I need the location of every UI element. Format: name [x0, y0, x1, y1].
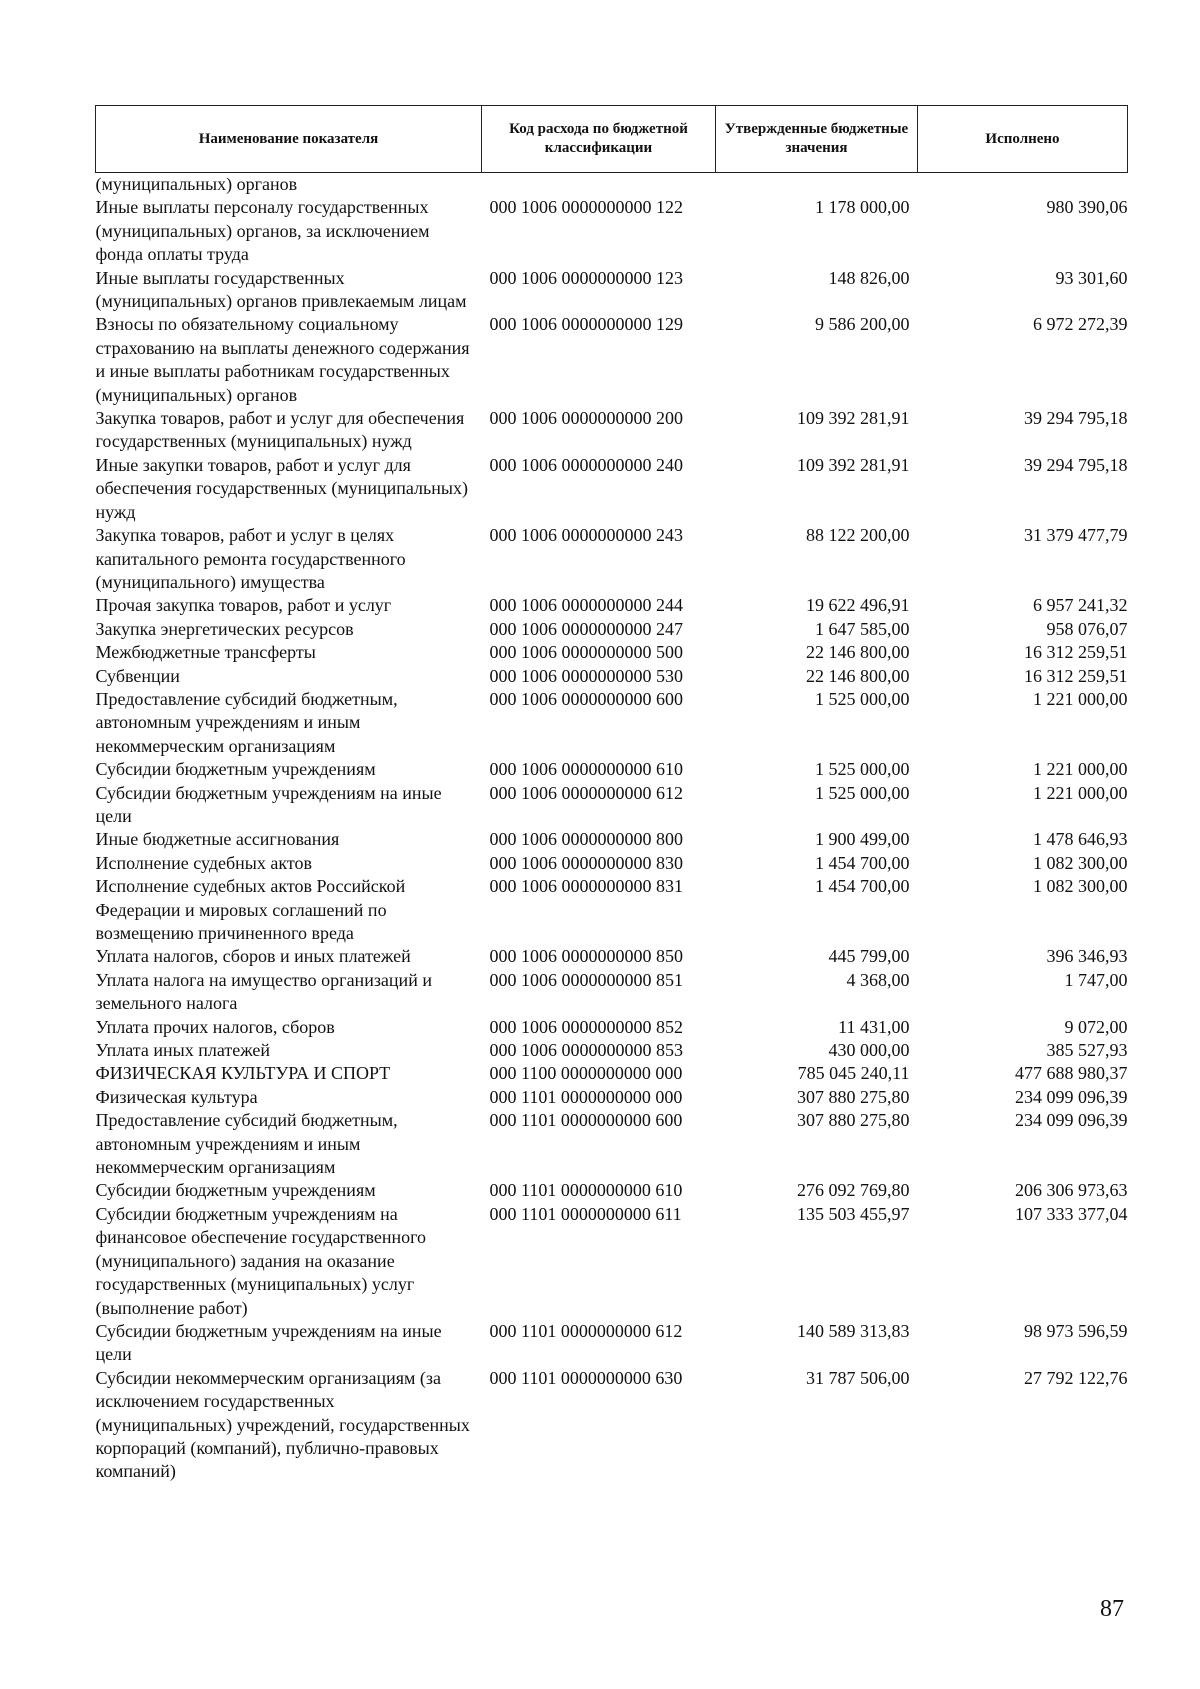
- cell-code: 000 1006 0000000000 853: [489, 1040, 683, 1061]
- cell-name: Субвенции: [95, 665, 180, 686]
- table-row: [96, 196, 1128, 266]
- cell-code: 000 1006 0000000000 247: [489, 618, 683, 639]
- cell-executed: 477 688 980,37: [1015, 1063, 1128, 1084]
- cell-name: Уплата налогов, сборов и иных платежей: [95, 946, 411, 967]
- cell-executed: 1 747,00: [1064, 969, 1128, 990]
- cell-executed: 234 099 096,39: [1015, 1086, 1128, 1107]
- cell-name: Предоставление субсидий бюджетным, автономным учреждениям и иным некоммерческим организациям: [95, 688, 398, 756]
- cell-approved: 140 589 313,83: [797, 1320, 910, 1341]
- table-row: [96, 1039, 1128, 1062]
- table-row: [96, 875, 1128, 945]
- cell-executed: 1 082 300,00: [1033, 852, 1128, 873]
- table-row: [96, 1016, 1128, 1039]
- table-row: [96, 267, 1128, 314]
- cell-name: Закупка товаров, работ и услуг в целях капитального ремонта государственного (муниципального) имущества: [95, 525, 406, 592]
- cell-code: 000 1101 0000000000 611: [489, 1203, 682, 1224]
- budget-execution-table: [95, 105, 1128, 1484]
- cell-code: 000 1006 0000000000 851: [489, 969, 683, 990]
- cell-executed: 27 792 122,76: [1024, 1367, 1128, 1388]
- cell-approved: 31 787 506,00: [806, 1367, 910, 1388]
- table-row: [96, 1179, 1128, 1202]
- cell-executed: 93 301,60: [1055, 267, 1128, 288]
- cell-code: 000 1006 0000000000 850: [489, 946, 683, 967]
- cell-name: Исполнение судебных актов: [95, 852, 313, 873]
- cell-code: 000 1006 0000000000 600: [489, 688, 683, 709]
- table-row: [96, 969, 1128, 1016]
- document-page: [95, 105, 1127, 1484]
- cell-executed: 958 076,07: [1046, 618, 1128, 639]
- table-row: [96, 828, 1128, 851]
- cell-approved: 19 622 496,91: [806, 595, 910, 616]
- cell-name: Уплата налога на имущество организаций и земельного налога: [95, 969, 432, 1014]
- cell-code: 000 1006 0000000000 243: [489, 525, 683, 546]
- cell-approved: 1 900 499,00: [815, 829, 910, 850]
- cell-approved: 11 431,00: [838, 1016, 910, 1037]
- cell-code: 000 1006 0000000000 800: [489, 829, 683, 850]
- cell-code: 000 1101 0000000000 610: [489, 1180, 683, 1201]
- cell-executed: 16 312 259,51: [1024, 665, 1128, 686]
- table-row: [96, 1109, 1128, 1179]
- header-code: Код расхода по бюджетной классификации: [482, 106, 716, 173]
- cell-name: Физическая культура: [95, 1086, 258, 1107]
- cell-name: Взносы по обязательному социальному страхованию на выплаты денежного содержания и иные выплаты работникам государственных (муниципальных) органов: [95, 314, 470, 405]
- cell-approved: 109 392 281,91: [797, 454, 910, 475]
- cell-approved: 1 454 700,00: [815, 852, 910, 873]
- cell-code: 000 1006 0000000000 129: [489, 314, 683, 335]
- cell-approved: 1 525 000,00: [815, 782, 910, 803]
- cell-name: Субсидии бюджетным учреждениям: [95, 1180, 376, 1201]
- cell-code: 000 1006 0000000000 612: [489, 782, 683, 803]
- table-header: [96, 106, 1128, 173]
- cell-name: Уплата прочих налогов, сборов: [95, 1016, 335, 1037]
- cell-executed: 1 082 300,00: [1033, 876, 1128, 897]
- cell-code: 000 1006 0000000000 240: [489, 454, 683, 475]
- cell-code: 000 1006 0000000000 123: [489, 267, 683, 288]
- cell-name: Иные выплаты государственных (муниципальных) органов привлекаемым лицам: [95, 267, 467, 312]
- cell-executed: 107 333 377,04: [1015, 1203, 1128, 1224]
- cell-code: 000 1006 0000000000 244: [489, 595, 683, 616]
- cell-name: Субсидии бюджетным учреждениям на финансовое обеспечение государственного (муниципального) задания на оказание государственных (муниципальных) услуг (выполнение работ): [95, 1203, 427, 1318]
- cell-code: 000 1006 0000000000 830: [489, 852, 683, 873]
- table-row: [96, 852, 1128, 875]
- table-row: [96, 641, 1128, 664]
- cell-approved: 109 392 281,91: [797, 408, 910, 429]
- cell-code: 000 1101 0000000000 630: [489, 1367, 683, 1388]
- cell-executed: 1 221 000,00: [1033, 759, 1128, 780]
- cell-name: Закупка энергетических ресурсов: [95, 618, 354, 639]
- table-row: [96, 1062, 1128, 1085]
- table-row: [96, 524, 1128, 594]
- cell-code: 000 1006 0000000000 610: [489, 759, 683, 780]
- cell-approved: 276 092 769,80: [797, 1180, 910, 1201]
- table-row: [96, 1203, 1128, 1320]
- cell-executed: 385 527,93: [1046, 1040, 1128, 1061]
- table-row: [96, 758, 1128, 781]
- cell-approved: 148 826,00: [828, 267, 910, 288]
- cell-executed: 31 379 477,79: [1024, 525, 1128, 546]
- cell-name: Субсидии бюджетным учреждениям на иные цели: [95, 1320, 442, 1365]
- cell-name: Субсидии некоммерческим организациям (за исключением государственных (муниципальных) учреждений, государственных корпораций (компаний), публично-правовых компаний): [95, 1367, 470, 1482]
- cell-approved: 1 454 700,00: [815, 876, 910, 897]
- table-row: [96, 594, 1128, 617]
- cell-approved: 9 586 200,00: [815, 314, 910, 335]
- cell-name: Иные закупки товаров, работ и услуг для обеспечения государственных (муниципальных) нужд: [95, 454, 468, 522]
- cell-approved: 88 122 200,00: [806, 525, 910, 546]
- table-body: [96, 173, 1128, 1484]
- cell-approved: 307 880 275,80: [797, 1110, 910, 1131]
- cell-executed: 206 306 973,63: [1015, 1180, 1128, 1201]
- cell-code: 000 1006 0000000000 831: [489, 876, 683, 897]
- cell-name: Исполнение судебных актов Российской Федерации и мировых соглашений по возмещению причиненного вреда: [95, 876, 406, 943]
- cell-name: Закупка товаров, работ и услуг для обеспечения государственных (муниципальных) нужд: [95, 408, 465, 452]
- table-row: [96, 173, 1128, 197]
- cell-approved: 307 880 275,80: [797, 1086, 910, 1107]
- cell-approved: 1 525 000,00: [815, 688, 910, 709]
- cell-approved: 22 146 800,00: [806, 665, 910, 686]
- cell-executed: 1 221 000,00: [1033, 782, 1128, 803]
- header-name: Наименование показателя: [96, 106, 482, 173]
- cell-approved: 1 178 000,00: [815, 197, 910, 218]
- cell-executed: 396 346,93: [1046, 946, 1128, 967]
- cell-executed: 234 099 096,39: [1015, 1110, 1128, 1131]
- cell-executed: 980 390,06: [1046, 197, 1128, 218]
- cell-code: 000 1006 0000000000 200: [489, 408, 683, 429]
- table-row: [96, 313, 1128, 407]
- cell-code: 000 1101 0000000000 600: [489, 1110, 683, 1131]
- table-row: [96, 1320, 1128, 1367]
- cell-code: 000 1006 0000000000 852: [489, 1016, 683, 1037]
- cell-name: (муниципальных) органов: [95, 174, 298, 194]
- cell-approved: 1 647 585,00: [815, 618, 910, 639]
- header-executed: Исполнено: [918, 106, 1128, 173]
- cell-executed: 6 957 241,32: [1033, 595, 1128, 616]
- cell-approved: 135 503 455,97: [797, 1203, 910, 1224]
- table-row: [96, 945, 1128, 968]
- table-row: [96, 688, 1128, 758]
- cell-name: Прочая закупка товаров, работ и услуг: [95, 595, 392, 616]
- cell-approved: [716, 173, 918, 197]
- cell-name: Межбюджетные трансферты: [95, 642, 316, 663]
- cell-name: Предоставление субсидий бюджетным, автономным учреждениям и иным некоммерческим организациям: [95, 1110, 398, 1178]
- cell-name: Иные бюджетные ассигнования: [95, 829, 340, 850]
- cell-executed: 98 973 596,59: [1024, 1320, 1128, 1341]
- cell-code: [482, 173, 716, 197]
- cell-executed: 39 294 795,18: [1024, 454, 1128, 475]
- cell-approved: 1 525 000,00: [815, 759, 910, 780]
- cell-approved: 4 368,00: [846, 969, 910, 990]
- table-row: [96, 1367, 1128, 1484]
- table-row: [96, 665, 1128, 688]
- table-row: [96, 1086, 1128, 1109]
- header-approved: Утвержденные бюджетные значения: [716, 106, 918, 173]
- cell-approved: 430 000,00: [828, 1040, 910, 1061]
- cell-name: Уплата иных платежей: [95, 1040, 271, 1061]
- cell-name: Иные выплаты персоналу государственных (муниципальных) органов, за исключением фонда оплаты труда: [95, 197, 430, 265]
- cell-executed: [918, 173, 1128, 197]
- table-row: [96, 782, 1128, 829]
- cell-name: ФИЗИЧЕСКАЯ КУЛЬТУРА И СПОРТ: [95, 1063, 391, 1084]
- cell-executed: 39 294 795,18: [1024, 408, 1128, 429]
- page-number: 87: [1100, 1596, 1124, 1622]
- table-row: [96, 454, 1128, 524]
- cell-approved: 445 799,00: [828, 946, 910, 967]
- cell-executed: 1 221 000,00: [1033, 688, 1128, 709]
- cell-name: Субсидии бюджетным учреждениям на иные цели: [95, 782, 442, 826]
- cell-approved: 785 045 240,11: [797, 1063, 910, 1084]
- cell-executed: 6 972 272,39: [1033, 314, 1128, 335]
- cell-name: Субсидии бюджетным учреждениям: [95, 759, 376, 780]
- cell-approved: 22 146 800,00: [806, 642, 910, 663]
- header-row: [96, 106, 1128, 173]
- cell-code: 000 1006 0000000000 500: [489, 642, 683, 663]
- table-row: [96, 407, 1128, 454]
- cell-code: 000 1006 0000000000 530: [489, 665, 683, 686]
- cell-executed: 16 312 259,51: [1024, 642, 1128, 663]
- cell-code: 000 1100 0000000000 000: [489, 1063, 683, 1084]
- cell-code: 000 1006 0000000000 122: [489, 197, 683, 218]
- cell-code: 000 1101 0000000000 000: [489, 1086, 683, 1107]
- cell-executed: 9 072,00: [1064, 1016, 1128, 1037]
- cell-executed: 1 478 646,93: [1033, 829, 1128, 850]
- table-row: [96, 618, 1128, 641]
- cell-code: 000 1101 0000000000 612: [489, 1320, 683, 1341]
